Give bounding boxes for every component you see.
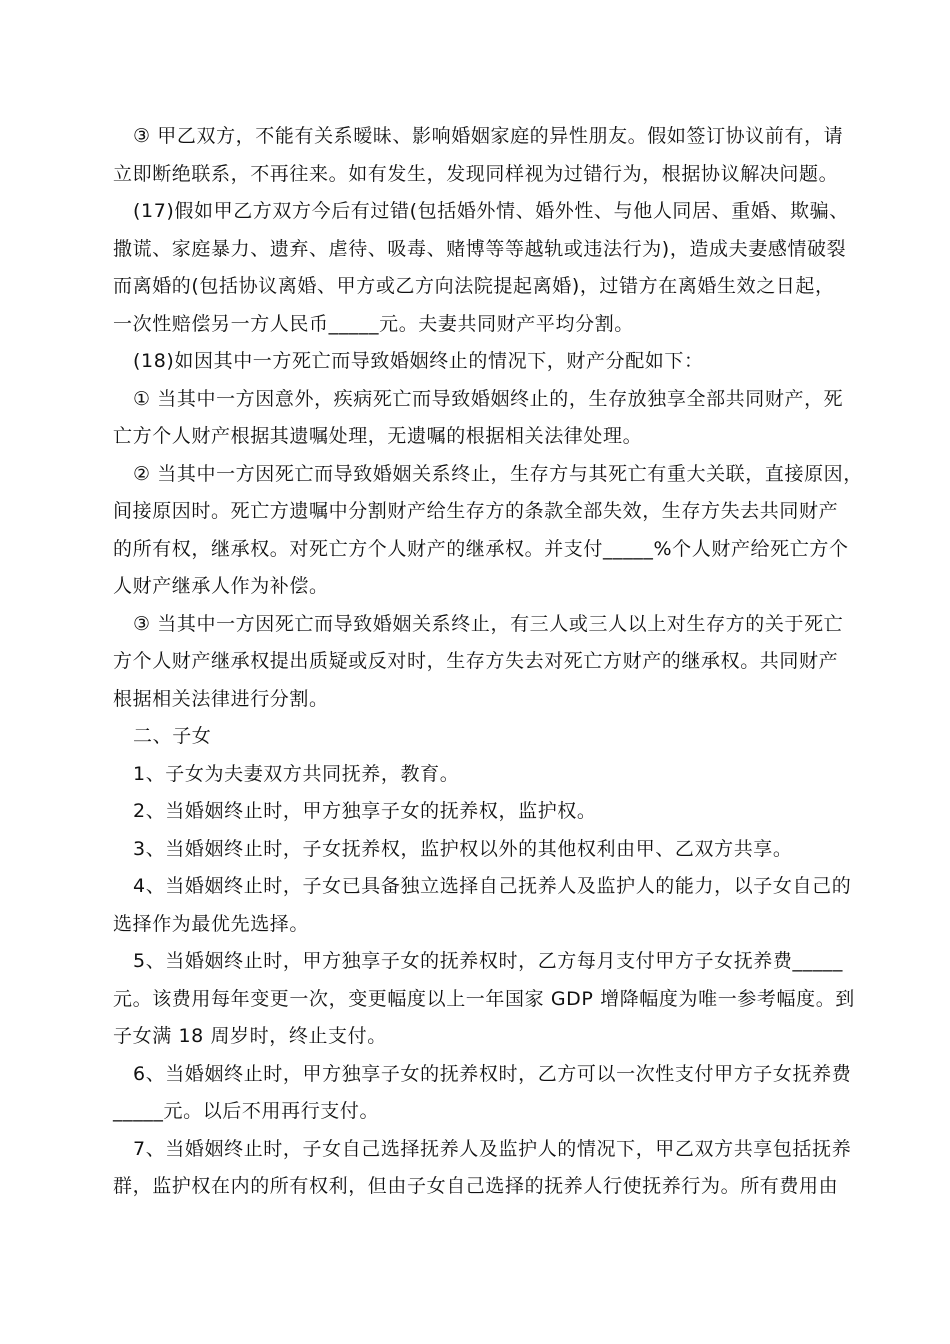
paragraph-children-5 (113, 943, 855, 1056)
text-line: 群，监护权在内的所有权利，但由子女自己选择的抚养人行使抚养行为。所有费用由 (113, 1175, 839, 1197)
text-line: 人财产继承人作为补偿。 (113, 575, 329, 597)
paragraph-children-2 (113, 793, 841, 831)
paragraph-children-1 (113, 756, 841, 794)
text-line: 根据相关法律进行分割。 (113, 687, 329, 710)
text-line: ① 当其中一方因意外，疾病死亡而导致婚姻终止的，生存放独享全部共同财产，死 (133, 387, 844, 410)
text-line: 间接原因时。死亡方遗嘱中分割财产给生存方的条款全部失效，生存方失去共同财产 (113, 500, 839, 522)
paragraph-children-6 (113, 1056, 852, 1131)
paragraph-children-4 (113, 868, 852, 943)
paragraph-clause-18 (113, 343, 841, 381)
paragraph-item-3-affairs (113, 118, 844, 193)
paragraph-children-3 (113, 831, 841, 869)
paragraph-clause-17 (113, 193, 849, 343)
text-line: 4、当婚姻终止时，子女已具备独立选择自己抚养人及监护人的能力，以子女自己的 (133, 875, 852, 897)
text-line: 3、当婚姻终止时，子女抚养权，监护权以外的其他权利由甲、乙双方共享。 (133, 837, 793, 860)
text-line: 选择作为最优先选择。 (113, 912, 310, 935)
paragraph-clause-18-1 (113, 381, 844, 456)
text-line: 立即断绝联系，不再往来。如有发生，发现同样视为过错行为，根据协议解决问题。 (113, 162, 839, 185)
text-line: ② 当其中一方因死亡而导致婚姻关系终止，生存方与其死亡有重大关联，直接原因， (133, 462, 863, 485)
text-line: 撒谎、家庭暴力、遗弃、虐待、吸毒、赌博等等越轨或违法行为)，造成夫妻感情破裂 (113, 237, 847, 260)
paragraph-children-7 (113, 1131, 852, 1206)
text-line: 1、子女为夫妻双方共同抚养，教育。 (133, 762, 460, 785)
text-line: 2、当婚姻终止时，甲方独享子女的抚养权，监护权。 (133, 800, 597, 822)
text-line: 5、当婚姻终止时，甲方独享子女的抚养权时，乙方每月支付甲方子女抚养费_____ (133, 950, 843, 972)
section-heading: 二、子女 (133, 725, 212, 747)
text-line: 的所有权，继承权。对死亡方个人财产的继承权。并支付_____%个人财产给死亡方个 (113, 537, 849, 560)
text-line: 元。该费用每年变更一次，变更幅度以上一年国家 GDP 增降幅度为唯一参考幅度。到 (113, 987, 855, 1010)
text-line: 一次性赔偿另一方人民币_____元。夫妻共同财产平均分割。 (113, 312, 634, 335)
text-line: (17)假如甲乙方双方今后有过错(包括婚外情、婚外性、与他人同居、重婚、欺骗、 (133, 200, 849, 222)
text-line: ③ 当其中一方因死亡而导致婚姻关系终止，有三人或三人以上对生存方的关于死亡 (133, 612, 844, 635)
text-line: 子女满 18 周岁时，终止支付。 (113, 1025, 387, 1047)
text-line: (18)如因其中一方死亡而导致婚姻终止的情况下，财产分配如下： (133, 350, 704, 372)
text-line: _____元。以后不用再行支付。 (113, 1100, 380, 1122)
text-line: 方个人财产继承权提出质疑或反对时，生存方失去对死亡方财产的继承权。共同财产 (113, 650, 839, 672)
document-body (113, 118, 863, 1206)
text-line: 而离婚的(包括协议离婚、甲方或乙方向法院提起离婚)，过错方在离婚生效之日起， (113, 275, 835, 297)
paragraph-clause-18-2 (113, 456, 863, 606)
paragraph-clause-18-3 (113, 606, 844, 719)
text-line: 亡方个人财产根据其遗嘱处理，无遗嘱的根据相关法律处理。 (113, 425, 643, 447)
section-heading-children (113, 718, 841, 756)
text-line: 7、当婚姻终止时，子女自己选择抚养人及监护人的情况下，甲乙双方共享包括抚养 (133, 1137, 852, 1160)
text-line: 6、当婚姻终止时，甲方独享子女的抚养权时，乙方可以一次性支付甲方子女抚养费 (133, 1062, 852, 1085)
text-line: ③ 甲乙双方，不能有关系暧昧、影响婚姻家庭的异性朋友。假如签订协议前有，请 (133, 125, 844, 147)
